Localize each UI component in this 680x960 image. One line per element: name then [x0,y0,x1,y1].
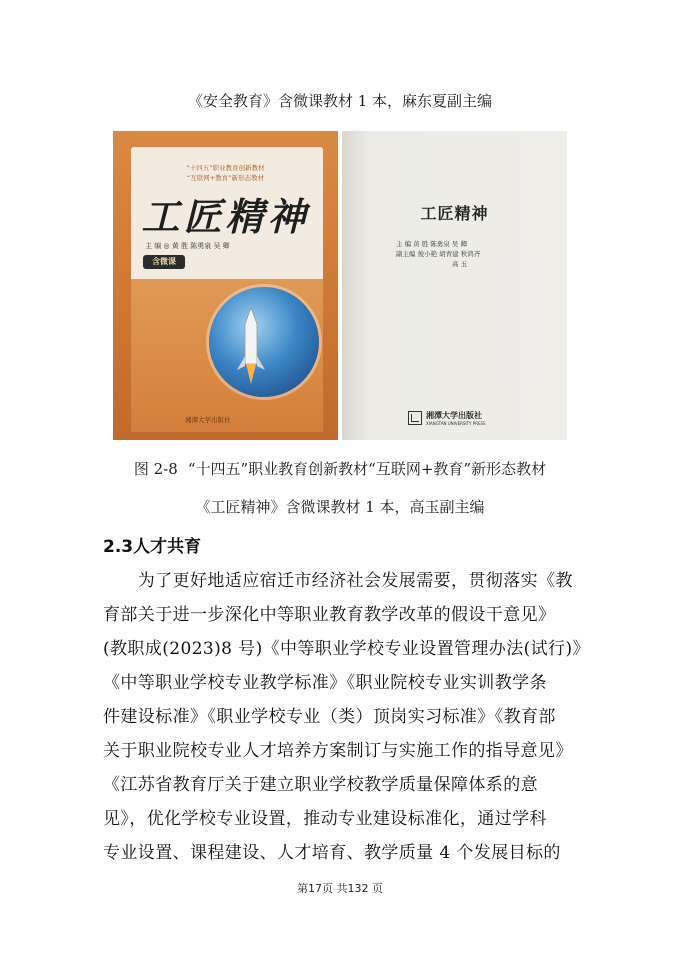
body-line: (教职成(2023)8 号)《中等职业学校专业设置管理办法(试行)》 [103,639,590,659]
figure-number: 图 2-8 [133,460,178,478]
caption-sub: 《工匠精神》含微课教材 1 本，高玉副主编 [195,498,485,516]
body-line: 关于职业院校专业人才培养方案制订与实施工作的指导意见》 [103,741,573,761]
body-line: 《中等职业学校专业教学标准》《职业院校专业实训教学条 [103,673,547,693]
section-heading: 2.3人才共育 [103,537,202,557]
title-page-editors: 主 编 黄 胜 陈勇泉 吴 卿 [396,240,467,248]
title-page-title: 工匠精神 [420,204,489,223]
body-line: 育部关于进一步深化中等职业教育教学改革的假设干意见》 [103,605,556,625]
cover-authors: 主 编 ◎ 黄 胜 陈勇泉 吴 卿 [145,242,230,250]
body-line: 件建设标准》《职业学校专业（类）顶岗实习标准》《教育部 [103,707,556,727]
title-page-publisher-en: XIANGTAN UNIVERSITY PRESS [426,421,486,426]
body-line: 为了更好地适应宿迁市经济社会发展需要，贯彻落实《教 [103,571,573,591]
title-page-photo [342,131,567,440]
title-page-deputy-editor-extra: 高 玉 [452,260,468,268]
figure-caption [0,458,680,479]
rocket-icon [231,306,271,386]
page-footer: 第17页 共132 页 [297,882,383,895]
publisher-logo-icon [408,411,422,425]
body-line: 见》，优化学校专业设置，推动专业建设标准化，通过学科 [103,809,547,829]
title-page-publisher: 湘潭大学出版社 [426,411,482,420]
micro-course-badge: 含微课 [143,255,185,269]
cover-publisher: 湘潭大学出版社 [185,416,231,424]
figure-book-photos [113,131,567,440]
cover-title: 工匠精神 [141,194,310,239]
figure-caption-text: “十四五”职业教育创新教材“互联网+教育”新形态教材 [187,460,547,478]
body-line: 《江苏省教育厅关于建立职业学校教学质量保障体系的意 [103,775,538,795]
cover-series-line2: “互联网+教育”新形态教材 [186,174,265,182]
cover-series-line1: “十四五”职业教育创新教材 [186,164,265,172]
title-page-deputy-editors: 副主编 俊小艳 胡青建 秋鸿齐 [396,250,481,258]
book-cover-photo [113,131,338,440]
caption-top: 《安全教育》含微课教材 1 本，麻东夏副主编 [187,92,493,110]
body-line: 专业设置、课程建设、人才培育、教学质量 4 个发展目标的 [103,843,561,863]
